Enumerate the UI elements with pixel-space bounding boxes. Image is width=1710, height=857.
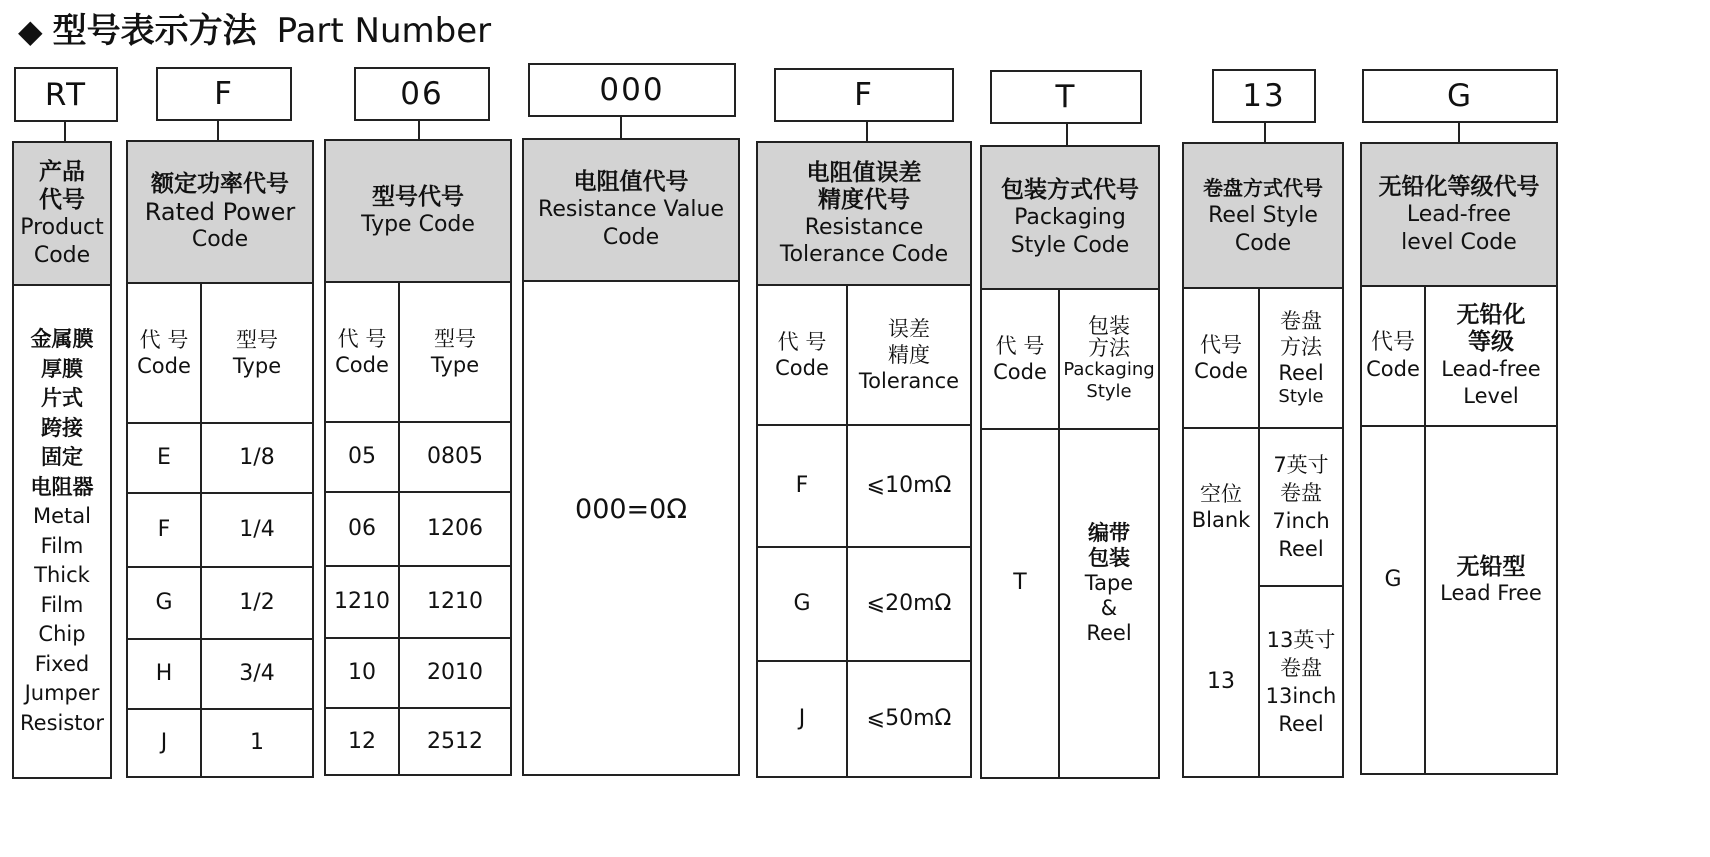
power-sub-code-line: Code bbox=[137, 354, 191, 378]
type-row-type: 2010 bbox=[427, 660, 483, 685]
leadfree-header-line: level Code bbox=[1401, 229, 1517, 255]
reel-row-desc-line: 卷盘 bbox=[1280, 655, 1322, 680]
type-row-code: 1210 bbox=[334, 589, 390, 614]
tolerance-connector bbox=[866, 122, 868, 142]
leadfree-row-desc bbox=[1426, 427, 1556, 733]
type-panel bbox=[324, 139, 512, 776]
tolerance-row-value: ⩽20mΩ bbox=[866, 591, 952, 616]
resistance-code-value: 000 bbox=[599, 72, 665, 108]
reel-row-desc-line: 13英寸 bbox=[1266, 627, 1336, 652]
power-code-box bbox=[156, 67, 292, 121]
tolerance-header bbox=[758, 143, 970, 286]
tolerance-sub-type-line: 精度 bbox=[888, 343, 930, 367]
product-description bbox=[14, 286, 110, 777]
packaging-connector bbox=[1066, 124, 1068, 146]
product-desc-line: Fixed bbox=[34, 651, 90, 676]
resistance-connector bbox=[620, 117, 622, 139]
leadfree-header-line: 无铅化等级代号 bbox=[1378, 173, 1540, 200]
type-sub-code bbox=[326, 283, 398, 421]
type-row-type: 1210 bbox=[427, 589, 483, 614]
reel-row-desc-line: 卷盘 bbox=[1280, 481, 1322, 505]
tolerance-header-line: 精度代号 bbox=[818, 186, 910, 213]
power-row-code: G bbox=[155, 590, 173, 615]
packaging-sub-type-line: 方法 bbox=[1088, 336, 1130, 360]
leadfree-row-desc-line: 无铅型 bbox=[1456, 554, 1526, 580]
leadfree-header-line: Lead-free bbox=[1406, 201, 1512, 227]
power-panel bbox=[126, 140, 314, 778]
tolerance-sub-code-line: Code bbox=[775, 356, 829, 380]
leadfree-row-code: G bbox=[1384, 567, 1402, 592]
power-header-line: Code bbox=[191, 227, 249, 252]
reel-row-code-line: Blank bbox=[1191, 508, 1251, 532]
tolerance-code-value: F bbox=[854, 77, 874, 113]
product-code-value: RT bbox=[44, 76, 88, 113]
tolerance-row-code: J bbox=[798, 706, 806, 731]
power-sub-type bbox=[202, 284, 312, 422]
type-header bbox=[326, 141, 510, 283]
type-row-code: 10 bbox=[348, 660, 376, 685]
tolerance-row-code: G bbox=[793, 591, 811, 616]
title-chinese: 型号表示方法 bbox=[52, 11, 257, 51]
power-sub-type-line: 型号 bbox=[236, 328, 278, 352]
power-row-type: 1/4 bbox=[239, 517, 275, 542]
leadfree-sub-type bbox=[1426, 287, 1556, 425]
packaging-row-desc-line: 编带 bbox=[1088, 520, 1130, 545]
packaging-code-box bbox=[990, 70, 1142, 124]
reel-row-code-line: 空位 bbox=[1200, 482, 1242, 506]
power-header bbox=[128, 142, 312, 284]
reel-row-desc-line: 13inch bbox=[1265, 683, 1337, 708]
product-panel bbox=[12, 141, 112, 779]
product-desc-line: 片式 bbox=[41, 386, 83, 410]
tolerance-sub-type-line: 误差 bbox=[888, 317, 930, 341]
power-row-type: 3/4 bbox=[239, 661, 275, 686]
reel-row-desc-line: Reel bbox=[1278, 711, 1324, 736]
power-row-code: J bbox=[160, 730, 168, 755]
leadfree-connector bbox=[1458, 123, 1460, 143]
power-sub-code bbox=[128, 284, 200, 422]
packaging-sub-code-line: 代 号 bbox=[995, 334, 1045, 358]
packaging-sub-type-line: Packaging bbox=[1063, 359, 1155, 380]
tolerance-row-value: ⩽50mΩ bbox=[866, 706, 952, 731]
type-header-line: 型号代号 bbox=[372, 184, 464, 210]
type-row-type: 2512 bbox=[427, 728, 483, 754]
resistance-header-line: Resistance Value bbox=[538, 197, 724, 222]
leadfree-sub-type-line: 等级 bbox=[1468, 329, 1514, 355]
tolerance-sub-code-line: 代 号 bbox=[777, 330, 827, 354]
tolerance-sub-type bbox=[848, 286, 970, 424]
resistance-header bbox=[524, 140, 738, 282]
reel-sub-type-line: 方法 bbox=[1280, 335, 1322, 359]
type-row-code: 12 bbox=[348, 728, 376, 754]
product-code-box bbox=[14, 67, 118, 122]
product-desc-line: Film bbox=[40, 592, 84, 617]
product-header-line: 代号 bbox=[39, 186, 85, 213]
leadfree-sub-code-line: Code bbox=[1366, 357, 1420, 381]
type-sub-code-line: Code bbox=[335, 353, 389, 377]
product-desc-line: Thick bbox=[34, 563, 90, 587]
power-row-type: 1/8 bbox=[239, 445, 275, 470]
power-row-code: E bbox=[157, 445, 171, 470]
diamond-bullet-icon: ◆ bbox=[18, 12, 43, 50]
product-connector bbox=[64, 122, 66, 142]
resistance-panel bbox=[522, 138, 740, 776]
product-desc-line: 电阻器 bbox=[30, 474, 94, 499]
power-header-line: Rated Power bbox=[144, 198, 296, 226]
reel-code-value: 13 bbox=[1242, 78, 1286, 114]
tolerance-panel bbox=[756, 141, 972, 778]
packaging-row-desc-line: 包装 bbox=[1088, 545, 1130, 570]
product-desc-line: Chip bbox=[38, 622, 86, 646]
reel-sub-type-line: 卷盘 bbox=[1280, 309, 1322, 333]
title-english: Part Number bbox=[276, 11, 492, 51]
leadfree-code-box bbox=[1362, 69, 1558, 123]
product-header-line: 产品 bbox=[39, 158, 85, 185]
power-row-type: 1 bbox=[250, 730, 264, 755]
packaging-row-desc bbox=[1060, 430, 1158, 736]
power-connector bbox=[217, 121, 219, 141]
reel-sub-type-line: Reel bbox=[1278, 361, 1324, 385]
packaging-header bbox=[982, 147, 1158, 290]
packaging-header-line: Style Code bbox=[1010, 232, 1130, 258]
reel-header-line: Reel Style bbox=[1208, 202, 1318, 228]
resistance-code-box bbox=[528, 63, 736, 117]
leadfree-sub-code bbox=[1362, 287, 1424, 425]
product-desc-line: 固定 bbox=[41, 445, 83, 469]
power-sub-type-line: Type bbox=[232, 354, 282, 378]
leadfree-row-desc-line: Lead Free bbox=[1440, 581, 1542, 605]
type-sub-type-line: Type bbox=[430, 353, 480, 377]
reel-header bbox=[1184, 144, 1342, 289]
type-sub-type-line: 型号 bbox=[434, 327, 476, 351]
packaging-row-desc-line: Tape bbox=[1084, 570, 1134, 595]
reel-row-desc-line: Reel bbox=[1278, 537, 1324, 561]
packaging-row-desc-line: & bbox=[1100, 595, 1118, 620]
leadfree-header bbox=[1362, 144, 1556, 287]
leadfree-code-value: G bbox=[1446, 78, 1474, 114]
type-code-box bbox=[354, 67, 490, 121]
reel-panel bbox=[1182, 142, 1344, 778]
product-desc-line: Film bbox=[40, 533, 84, 558]
reel-sub-code bbox=[1184, 289, 1258, 427]
tolerance-header-line: Tolerance Code bbox=[779, 241, 949, 267]
product-header-line: Product bbox=[20, 214, 104, 240]
reel-connector bbox=[1264, 123, 1266, 143]
reel-header-line: 卷盘方式代号 bbox=[1203, 175, 1323, 200]
reel-row-desc-line: 7inch bbox=[1272, 509, 1330, 533]
product-header-line: Code bbox=[33, 242, 91, 268]
type-row-type: 1206 bbox=[427, 516, 483, 541]
type-sub-type bbox=[400, 283, 510, 421]
power-sub-code-line: 代 号 bbox=[139, 328, 189, 352]
resistance-value: 000=0Ω bbox=[575, 494, 687, 525]
tolerance-sub-type-line: Tolerance bbox=[858, 369, 960, 393]
reel-row-desc-line: 7英寸 bbox=[1273, 453, 1329, 477]
leadfree-panel bbox=[1360, 142, 1558, 775]
type-sub-code-line: 代 号 bbox=[337, 327, 387, 351]
leadfree-sub-type-line: Level bbox=[1463, 384, 1519, 408]
packaging-sub-type-line: 包装 bbox=[1088, 314, 1130, 338]
type-connector bbox=[418, 121, 420, 140]
power-row-type: 1/2 bbox=[239, 590, 275, 615]
packaging-code-value: T bbox=[1055, 79, 1077, 115]
type-code-value: 06 bbox=[400, 76, 444, 112]
packaging-sub-code-line: Code bbox=[993, 360, 1047, 384]
tolerance-row-value: ⩽10mΩ bbox=[866, 473, 952, 498]
type-header-line: Type Code bbox=[361, 212, 475, 237]
type-row-code: 06 bbox=[348, 516, 376, 541]
packaging-row-desc-line: Reel bbox=[1086, 620, 1132, 645]
reel-sub-code-line: Code bbox=[1194, 359, 1248, 383]
leadfree-sub-code-line: 代号 bbox=[1370, 330, 1415, 355]
resistance-header-line: Code bbox=[602, 225, 660, 250]
packaging-sub-code bbox=[982, 290, 1058, 428]
reel-row-code bbox=[1184, 429, 1258, 585]
product-desc-line: 跨接 bbox=[41, 415, 83, 440]
power-row-code: H bbox=[155, 661, 173, 686]
reel-row-code: 13 bbox=[1207, 668, 1235, 694]
packaging-sub-type-line: Style bbox=[1086, 381, 1132, 402]
product-desc-line: Metal bbox=[33, 504, 91, 528]
packaging-header-line: 包装方式代号 bbox=[1001, 176, 1139, 203]
tolerance-sub-code bbox=[758, 286, 846, 424]
power-header-line: 额定功率代号 bbox=[151, 171, 289, 197]
reel-row-desc bbox=[1260, 429, 1342, 585]
type-row-type: 0805 bbox=[427, 444, 483, 469]
product-desc-line: Resistor bbox=[20, 710, 104, 735]
product-desc-line: Jumper bbox=[24, 681, 100, 705]
product-desc-line: 厚膜 bbox=[41, 356, 83, 381]
reel-row-desc bbox=[1260, 587, 1342, 776]
leadfree-sub-type-line: Lead-free bbox=[1441, 357, 1541, 381]
leadfree-sub-type-line: 无铅化 bbox=[1456, 302, 1526, 328]
tolerance-header-line: 电阻值误差 bbox=[806, 159, 922, 186]
page-title bbox=[18, 8, 491, 54]
packaging-sub-type bbox=[1060, 290, 1158, 428]
product-desc-line: 金属膜 bbox=[30, 327, 94, 351]
resistance-header-line: 电阻值代号 bbox=[573, 169, 689, 195]
packaging-panel bbox=[980, 145, 1160, 779]
product-header bbox=[14, 143, 110, 286]
reel-code-box bbox=[1212, 69, 1316, 123]
reel-header-line: Code bbox=[1234, 230, 1292, 256]
tolerance-header-line: Resistance bbox=[804, 214, 924, 240]
reel-sub-code-line: 代号 bbox=[1200, 333, 1242, 357]
tolerance-code-box bbox=[774, 68, 954, 122]
reel-sub-type bbox=[1260, 289, 1342, 427]
packaging-row-code: T bbox=[1013, 570, 1027, 595]
tolerance-row-code: F bbox=[795, 473, 809, 498]
packaging-header-line: Packaging bbox=[1014, 204, 1126, 230]
type-row-code: 05 bbox=[348, 444, 376, 469]
power-code-value: F bbox=[214, 76, 234, 112]
reel-sub-type-line: Style bbox=[1278, 386, 1324, 407]
power-row-code: F bbox=[157, 517, 171, 542]
